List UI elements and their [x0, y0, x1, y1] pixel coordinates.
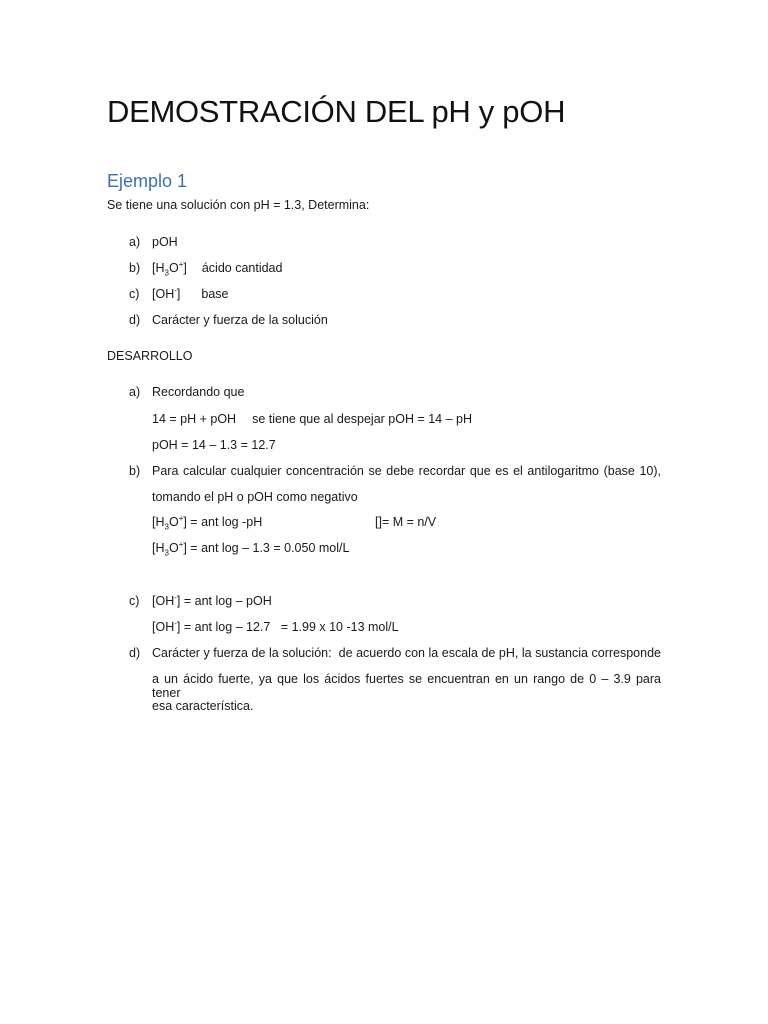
- dev-d-marker: d): [129, 646, 141, 660]
- question-d-text: Carácter y fuerza de la solución: [152, 313, 328, 327]
- example-heading: Ejemplo 1: [107, 171, 188, 191]
- question-a-marker: a): [129, 235, 141, 249]
- question-b-text: $[H_3O^+]$ ácido cantidad: [152, 259, 283, 278]
- dev-d-line3: esa característica.: [152, 699, 254, 713]
- dev-a-line2: 14 = pH + pOH se tiene que al despejar pOH = 14 – pH: [152, 412, 473, 426]
- dev-b-marker: b): [129, 464, 141, 478]
- dev-d-line1: Carácter y fuerza de la solución: de acuerdo con la escala de pH, la sustancia corresponde: [152, 646, 661, 660]
- question-a-text: pOH: [152, 235, 178, 249]
- dev-c-eq1: [OH-] = ant log – pOH: [152, 592, 272, 608]
- intro-text: Se tiene una solución con pH = 1.3, Determina:: [107, 198, 370, 212]
- question-d-marker: d): [129, 313, 141, 327]
- question-c-marker: c): [129, 287, 140, 301]
- dev-c-eq2: [OH-] = ant log – 12.7 = 1.99 x 10 -13 mol/L: [152, 618, 399, 634]
- question-b-marker: b): [129, 261, 141, 275]
- dev-b-line2: tomando el pH o pOH como negativo: [152, 490, 358, 504]
- question-c-text: [OH-] base: [152, 285, 229, 301]
- section-heading: DESARROLLO: [107, 349, 193, 363]
- dev-b-eq1: $[H_3O^+]$ = ant log -pH: [152, 513, 263, 532]
- dev-d-line2: a un ácido fuerte, ya que los ácidos fuertes se encuentran en un rango de 0 – 3.9 para tener: [152, 672, 661, 700]
- page-title: DEMOSTRACIÓN DEL pH y pOH: [107, 94, 566, 129]
- dev-b-molarity-formula: []= M = n/V: [375, 515, 437, 529]
- dev-c-marker: c): [129, 594, 140, 608]
- dev-a-marker: a): [129, 385, 141, 399]
- dev-b-line1: Para calcular cualquier concentración se debe recordar que es el antilogaritmo (base 10),: [152, 464, 661, 478]
- dev-a-line3: pOH = 14 – 1.3 = 12.7: [152, 438, 276, 452]
- dev-a-line1: Recordando que: [152, 385, 245, 399]
- dev-b-eq2: $[H_3O^+]$ = ant log – 1.3 = 0.050 mol/L: [152, 539, 350, 558]
